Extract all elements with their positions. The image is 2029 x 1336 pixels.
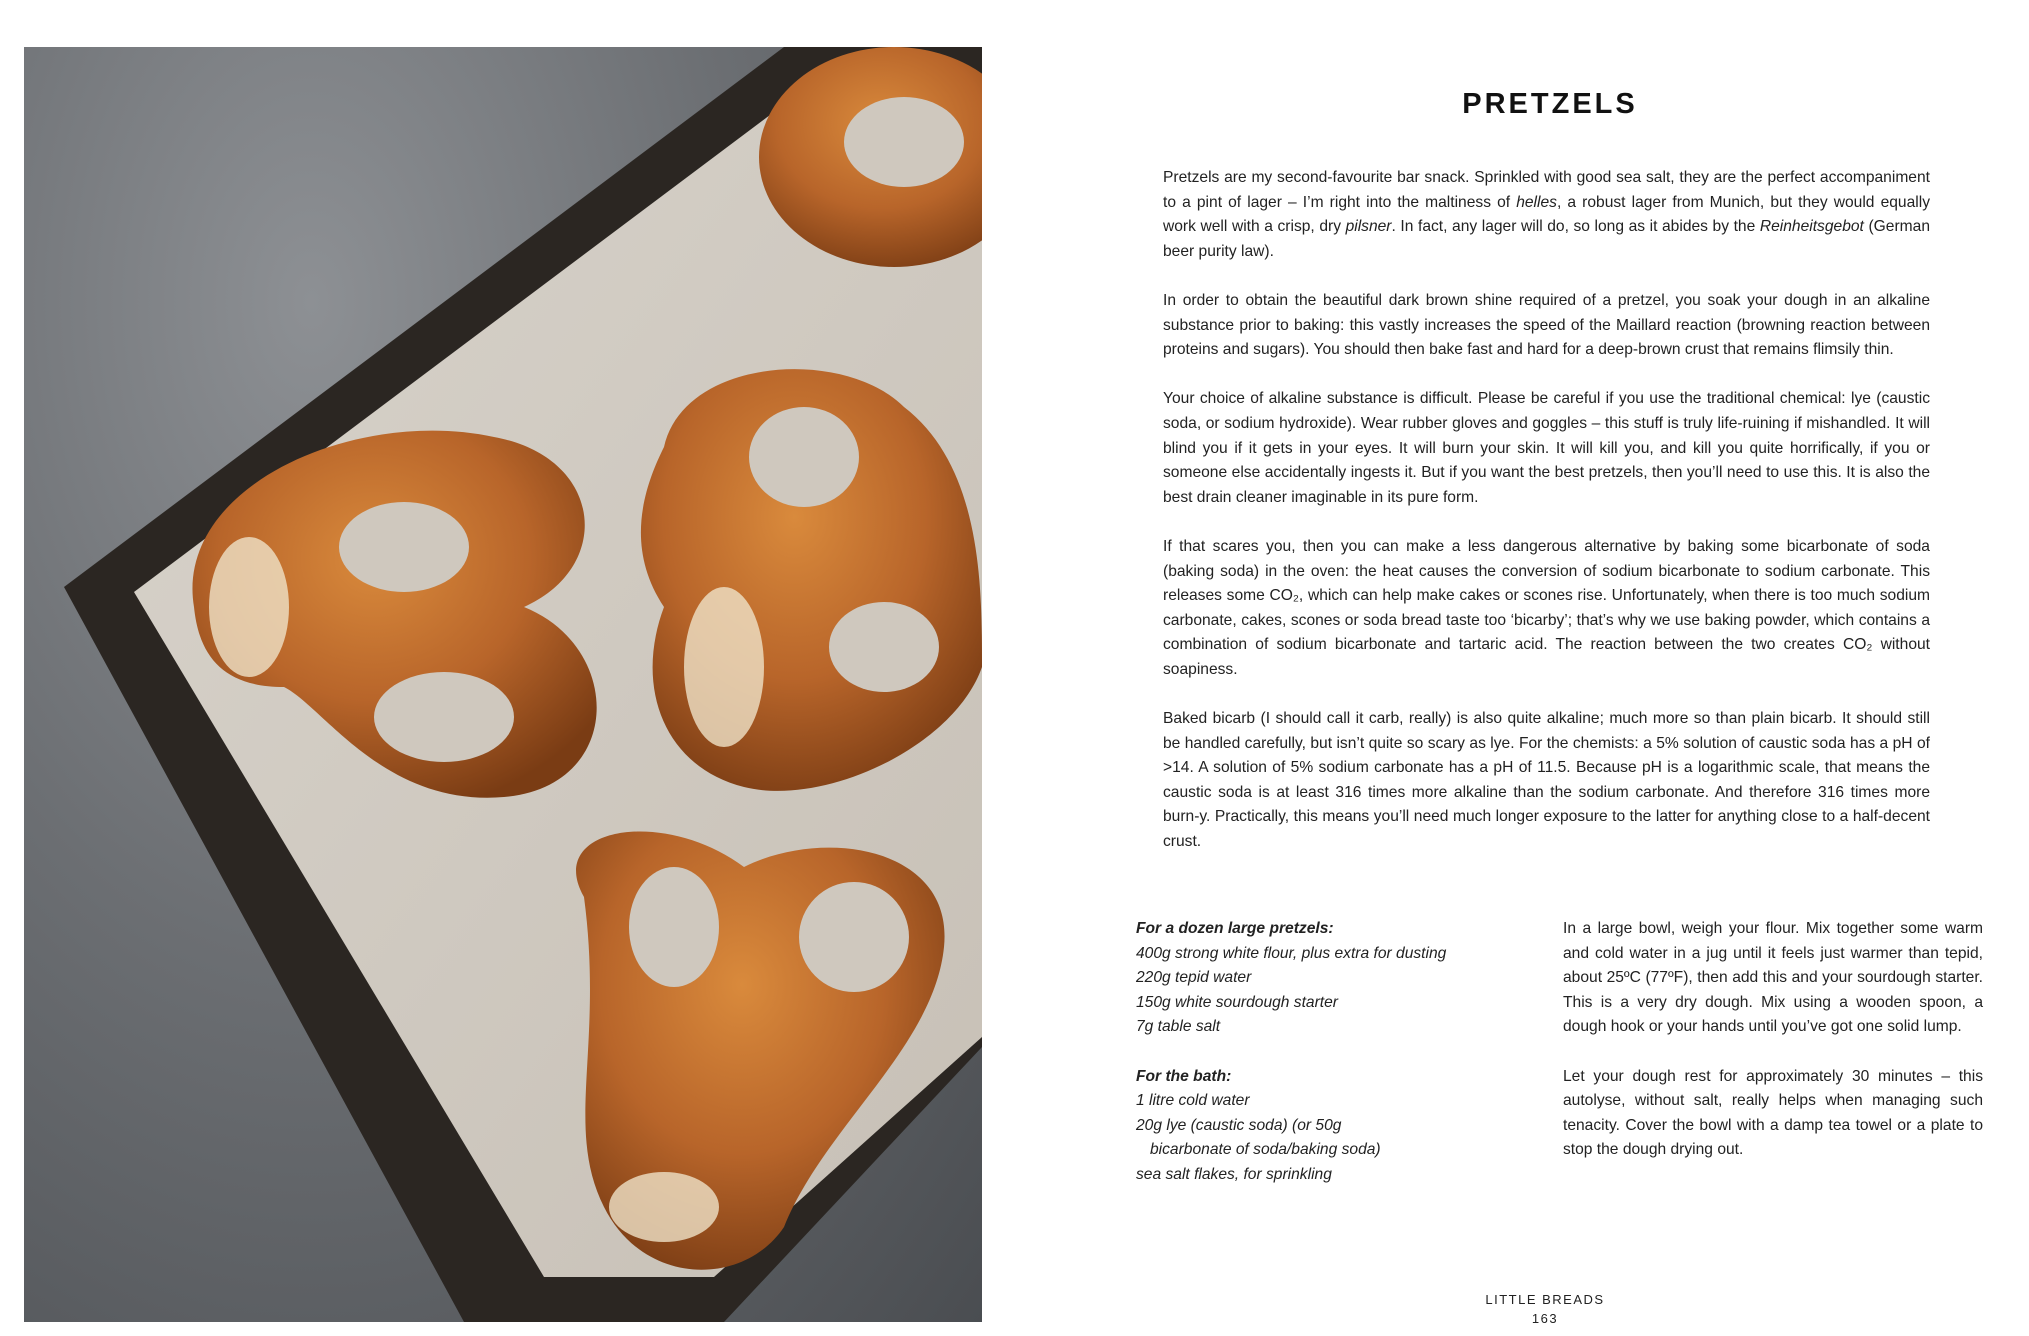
ingredient-item: 7g table salt xyxy=(1136,1018,1221,1036)
paragraph-4: If that scares you, then you can make a less dangerous alternative by baking some bicarbonate of soda (baking soda) in the oven: the heat causes the conversion of sodium bicarbonate to sodium carbonate. This releases some CO₂, which can help make cakes or scones rise. Unfortunately, when there is too much sodium carbonate, cakes, scones or soda bread taste too ‘bicarby’; that’s why we use baking powder, which contains a combination of sodium bicarbonate and tartaric acid. The reaction between the two creates CO₂ without soapiness. xyxy=(1163,537,1930,678)
paragraph-5: Baked bicarb (I should call it carb, really) is also quite alkaline; much more so than plain bicarb. It should still be handled carefully, but isn’t quite so scary as lye. For the chemists: a 5% solution of caustic soda has a pH of >14. A solution of 5% sodium carbonate has a pH of 11.5. Because pH is a logarithmic scale, that means the caustic soda is at least 316 times more alkaline than the sodium carbonate. And therefore 316 times more burn-y. Practically, this means you’ll need much longer exposure to the latter for anything close to a half-decent crust. xyxy=(1163,710,1930,851)
ingredient-item: 150g white sourdough starter xyxy=(1136,993,1338,1011)
paragraph-2: In order to obtain the beautiful dark brown shine required of a pretzel, you soak your dough in an alkaline substance prior to baking: this vastly increases the speed of the Maillard reaction (browning reaction between proteins and sugars). You should then bake fast and hard for a deep-brown crust that remains flimsily thin. xyxy=(1163,291,1930,359)
ingredient-item: 1 litre cold water xyxy=(1136,1092,1250,1110)
section-name: LITTLE BREADS xyxy=(1485,1292,1605,1307)
page-number: 163 xyxy=(1531,1311,1559,1326)
bath-heading: For the bath: xyxy=(1136,1067,1232,1085)
ingredients-list xyxy=(1136,917,1516,1188)
ingredient-item-continued: bicarbonate of soda/baking soda) xyxy=(1150,1141,1381,1159)
intro-text xyxy=(1163,166,1930,879)
recipe-photo xyxy=(24,47,982,1322)
pretzel-bottom xyxy=(576,831,944,1269)
paragraph-1: Pretzels are my second-favourite bar snack. Sprinkled with good sea salt, they are the perfect accompaniment to a pint of lager – I’m right into the maltiness of helles, a robust lager from Munich, but they would equally work well with a crisp, dry pilsner. In fact, any lager will do, so long as it abides by the Reinheitsgebot (German beer purity law). xyxy=(1163,169,1930,260)
dough-heading: For a dozen large pretzels: xyxy=(1136,920,1334,937)
method-text xyxy=(1563,917,1983,1188)
page-footer xyxy=(1430,1290,1660,1328)
ingredient-item: 20g lye (caustic soda) (or 50g xyxy=(1136,1116,1342,1134)
ingredient-item: 400g strong white flour, plus extra for dusting xyxy=(1136,944,1447,962)
page-title: PRETZELS xyxy=(1462,88,1638,120)
method-step-1: In a large bowl, weigh your flour. Mix together some warm and cold water in a jug until it feels just warmer than tepid, about 25ºC (77ºF), then add this and your sourdough starter. This is a very dry dough. Mix using a wooden spoon, a dough hook or your hands until you’ve got one solid lump. xyxy=(1563,920,1983,1036)
paragraph-3: Your choice of alkaline substance is difficult. Please be careful if you use the traditional chemical: lye (caustic soda, or sodium hydroxide). Wear rubber gloves and goggles – this stuff is truly life-ruining if mishandled. It will blind you if it gets in your eyes. It will burn your skin. It will kill you, and kill you quite horrifically, if you or someone else accidentally ingests it. But if you want the best pretzels, then you’ll need to use this. It is also the best drain cleaner imaginable in its pure form. xyxy=(1163,390,1930,506)
ingredient-item: 220g tepid water xyxy=(1136,969,1252,987)
method-step-2: Let your dough rest for approximately 30 minutes – this autolyse, without salt, really helps when managing such tenacity. Cover the bowl with a damp tea towel or a plate to stop the dough drying out. xyxy=(1563,1067,1983,1159)
ingredient-item: sea salt flakes, for sprinkling xyxy=(1136,1165,1332,1183)
